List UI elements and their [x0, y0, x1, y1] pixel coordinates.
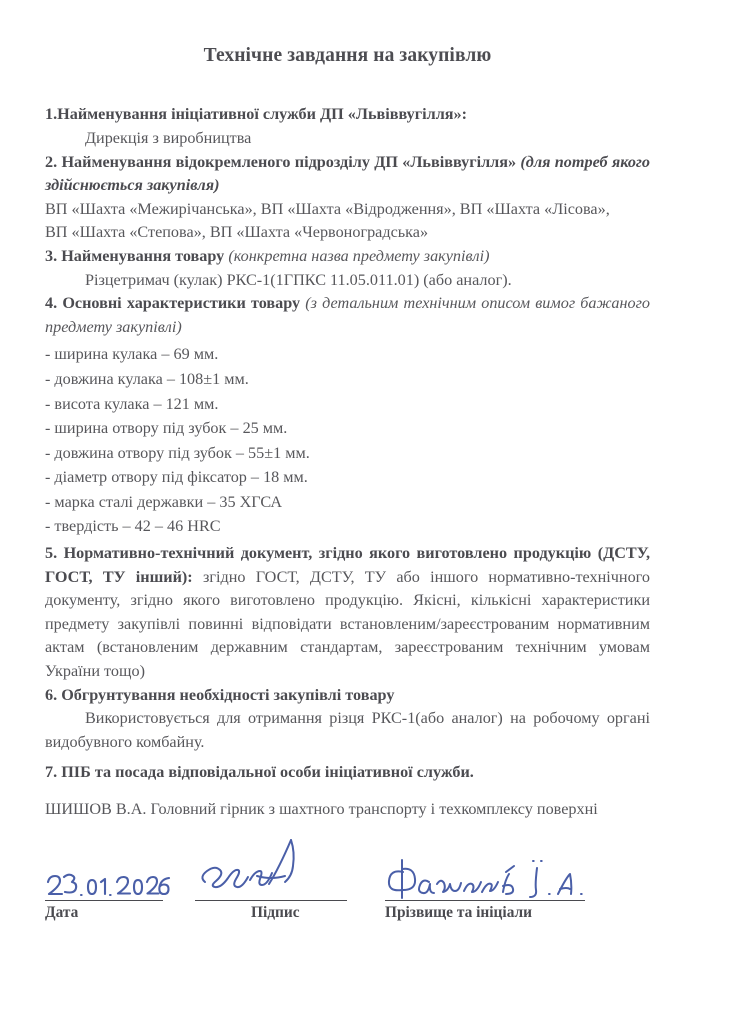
section-2	[45, 151, 650, 245]
date-label: Дата	[45, 904, 79, 921]
section-1-heading	[45, 103, 650, 127]
section-2-heading	[45, 151, 650, 198]
section-2-body-line-2: ВП «Шахта «Степова», ВП «Шахта «Червоноградська»	[45, 223, 429, 242]
section-3-heading	[45, 245, 650, 269]
spec-item: - довжина отвору під зубок – 55±1 мм.	[45, 443, 310, 462]
signature-date-column	[45, 856, 185, 923]
section-4-heading	[45, 292, 650, 339]
spec-item: - ширина отвору під зубок – 25 мм.	[45, 419, 288, 438]
spacer-after-title	[45, 67, 650, 103]
section-5-number: 5.	[45, 544, 64, 563]
spacer-before-section-7	[45, 754, 650, 761]
signature-name-column	[385, 856, 615, 923]
name-label: Прізвище та ініціали	[385, 904, 533, 921]
section-4-note: (з детальним технічним описом вимог бажаного предмету закупівлі)	[45, 294, 650, 336]
handwritten-name-ink	[385, 856, 615, 900]
section-1-number: 1.	[45, 105, 58, 124]
section-2-note: (для потреб якого здійснюється закупівля)	[45, 152, 651, 195]
section-1	[45, 103, 650, 150]
signature-label: Підпис	[251, 904, 300, 921]
signature-block	[45, 856, 655, 936]
section-6-heading-text: Обгрунтування необхідності закупівлі товару	[61, 685, 395, 704]
section-4	[45, 292, 650, 539]
section-3-heading-text: Найменування товару	[61, 246, 225, 265]
spec-item: - діаметр отвору під фіксатор – 18 мм.	[45, 468, 308, 487]
section-5	[45, 542, 650, 684]
section-5-paragraph	[45, 542, 650, 684]
spec-item: - ширина кулака – 69 мм.	[45, 345, 219, 364]
section-3-body: Різцетримач (кулак) РКС-1(1ГПКС 11.05.011.01) (або аналог).	[85, 270, 512, 289]
specification-list	[45, 342, 650, 539]
handwritten-date-ink	[45, 856, 185, 900]
section-4-number: 4.	[45, 294, 63, 313]
spec-item: - марка сталі державки – 35 ХГСА	[45, 492, 283, 511]
section-7-heading	[45, 761, 650, 785]
section-2-body-line-1: ВП «Шахта «Межирічанська», ВП «Шахта «Відродження», ВП «Шахта «Лісова»,	[45, 199, 610, 218]
spacer-before-responsible-person	[45, 785, 650, 798]
document-body	[45, 0, 650, 822]
handwritten-signature-ink	[195, 856, 355, 900]
section-3	[45, 245, 650, 292]
section-6-number: 6.	[45, 685, 62, 704]
section-7-heading-text: ПІБ та посада відповідальної особи ініціативної служби.	[61, 763, 474, 782]
section-7	[45, 761, 650, 821]
section-1-heading-text: Найменування ініціативної служби ДП «Львіввугілля»:	[57, 105, 468, 124]
spec-item: - висота кулака – 121 мм.	[45, 394, 219, 413]
spec-item: - твердість – 42 – 46 HRC	[45, 517, 221, 536]
signature-column	[195, 856, 355, 923]
section-4-heading-text: Основні характеристики товару	[62, 294, 301, 313]
section-5-heading-text: Нормативно-технічний документ, згідно якого виготовлено продукцію (ДСТУ, ГОСТ, ТУ інший):	[45, 544, 650, 586]
page-title: Технічне завдання на закупівлю	[203, 45, 492, 66]
section-5-body: згідно ГОСТ, ДСТУ, ТУ або іншого нормативно-технічного документу, згідно якого виготовлено продукцію. Якісні, кількісні характеристики предмету закупівлі повинні відповідати встановленим/зареєстрованим нормативним актам (встановленим державним стандартам, зареєстрованим технічним умовам України тощо)	[45, 567, 650, 681]
section-2-number: 2.	[45, 152, 62, 171]
section-6	[45, 684, 650, 755]
section-3-note: (конкретна назва предмету закупівлі)	[224, 246, 490, 265]
section-2-heading-text: Найменування відокремленого підрозділу ДП «Львіввугілля»	[61, 152, 517, 171]
section-7-number: 7.	[45, 763, 62, 782]
spec-item: - довжина кулака – 108±1 мм.	[45, 369, 249, 388]
section-3-number: 3.	[45, 246, 62, 265]
section-6-body: Використовується для отримання різця РКС-1(або аналог) на робочому органі видобувного комбайну.	[45, 709, 650, 751]
responsible-person-line: ШИШОВ В.А. Головний гірник з шахтного транспорту і техкомплексу поверхні	[45, 800, 598, 819]
section-6-heading	[45, 684, 650, 708]
section-1-body: Дирекція з виробництва	[85, 128, 252, 147]
